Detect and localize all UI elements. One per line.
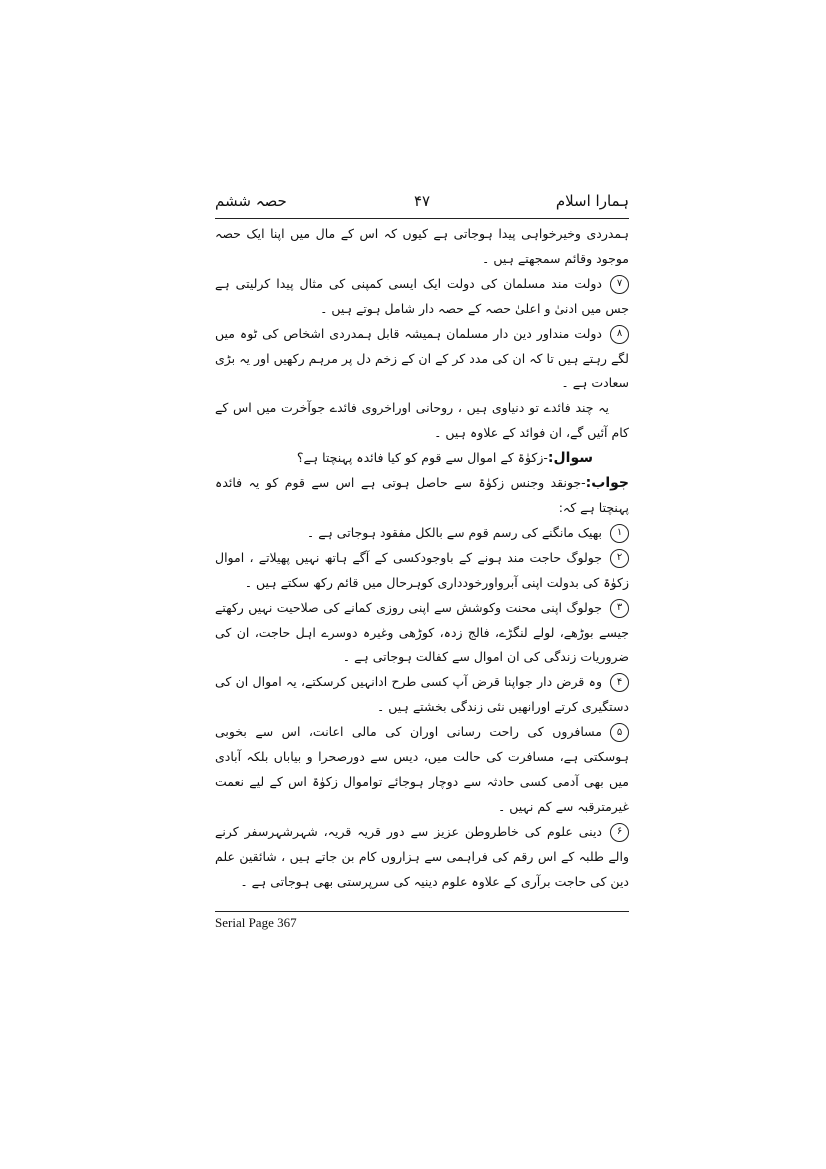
number-badge: ۱ [610,524,629,543]
paragraph: ۲جولوگ حاجت مند ہونے کے باوجودکسی کے آگے ہاتھ نہیں پھیلاتے ، اموال زکوٰۃ کی بدولت اپنی آبرواورخودداری کوہرحال میں قائم رکھ سکتے ہیں ۔ [215,549,629,590]
number-badge: ۷ [610,275,629,294]
number-badge: ۴ [610,673,629,692]
number-badge: ۲ [610,549,629,568]
paragraph: ۴وہ قرض دار جواپنا قرض آپ کسی طرح ادانہیں کرسکتے، یہ اموال ان کی دستگیری کرتے اورانھیں نئی زندگی بخشتے ہیں ۔ [215,674,629,715]
answer: جواب:-جونقد وجنس زکوٰۃ سے حاصل ہوتی ہے اس سے قوم کو یہ فائدہ پہنچتا ہے کہ: [215,475,629,515]
paragraph: ۵مسافروں کی راحت رسانی اوران کی مالی اعانت، اس سے بخوبی ہوسکتی ہے، مسافرت کی حالت میں، دیس سے دورصحرا و بیاباں بلکہ آبادی میں بھی آدمی کسی حادثہ سے دوچار ہوجائے تواموال زکوٰۃ اس کے لیے نعمت غیرمترقبہ سے کم نہیں ۔ [215,724,629,814]
header-rule [215,218,629,219]
paragraph: یہ چند فائدے تو دنیاوی ہیں ، روحانی اوراخروی فائدے جوآخرت میں اس کے کام آئیں گے، ان فوائد کے علاوہ ہیں ۔ [215,400,629,441]
number-badge: ۵ [610,723,629,742]
page-header [215,190,629,214]
paragraph: ۳جولوگ اپنی محنت وکوشش سے اپنی روزی کمانے کی صلاحیت نہیں رکھتے جیسے بوڑھے، لولے لنگڑے، فالج زدہ، کوڑھی وغیرہ دوسرے اہل حاجت، ان کی ضروریات زندگی کی ان اموال سے کفالت ہوجاتی ہے ۔ [215,599,629,665]
number-badge: ۳ [610,599,629,618]
paragraph: ۱بھیک مانگنے کی رسم قوم سے بالکل مفقود ہوجاتی ہے ۔ [215,521,629,546]
number-badge: ۶ [610,823,629,842]
footer-rule [215,911,629,912]
serial-page-footer: Serial Page 367 [215,915,297,930]
book-page [215,190,629,931]
paragraph: ۸دولت منداور دین دار مسلمان ہمیشہ قابل ہمدردی اشخاص کی ٹوہ میں لگے رہتے ہیں تا کہ ان کی مدد کر کے ان کے زخم دل پر مرہم رکھیں اور یہ بڑی سعادت ہے ۔ [215,325,629,391]
paragraph: ۷دولت مند مسلمان کی دولت ایک ایسی کمپنی کی مثال پیدا کرلیتی ہے جس میں ادنیٰ و اعلیٰ حصہ کے حصہ دار شامل ہوتے ہیں ۔ [215,275,629,316]
page-number: ۴۷ [413,192,431,210]
paragraph: ۶دینی علوم کی خاطروطن عزیز سے دور قریہ قریہ، شہرشہرسفر کرنے والے طلبہ کے اس رقم کی فراہمی سے ہزاروں کام بن جاتے ہیں ، شائقین علم دین کی حاجت برآری کے علاوہ علوم دینیہ کی سرپرستی بھی ہوجاتی ہے ۔ [215,823,629,889]
question: سوال:-زکوٰۃ کے اموال سے قوم کو کیا فائدہ پہنچتا ہے؟ [296,450,593,467]
paragraph: ہمدردی وخیرخواہی پیدا ہوجاتی ہے کیوں کہ اس کے مال میں اپنا ایک حصہ موجود وقائم سمجھتے ہیں ۔ [215,226,629,266]
part-label: حصہ ششم [215,192,287,210]
number-badge: ۸ [610,325,629,344]
book-title: ہمارا اسلام [555,192,629,210]
page-body [215,222,629,907]
